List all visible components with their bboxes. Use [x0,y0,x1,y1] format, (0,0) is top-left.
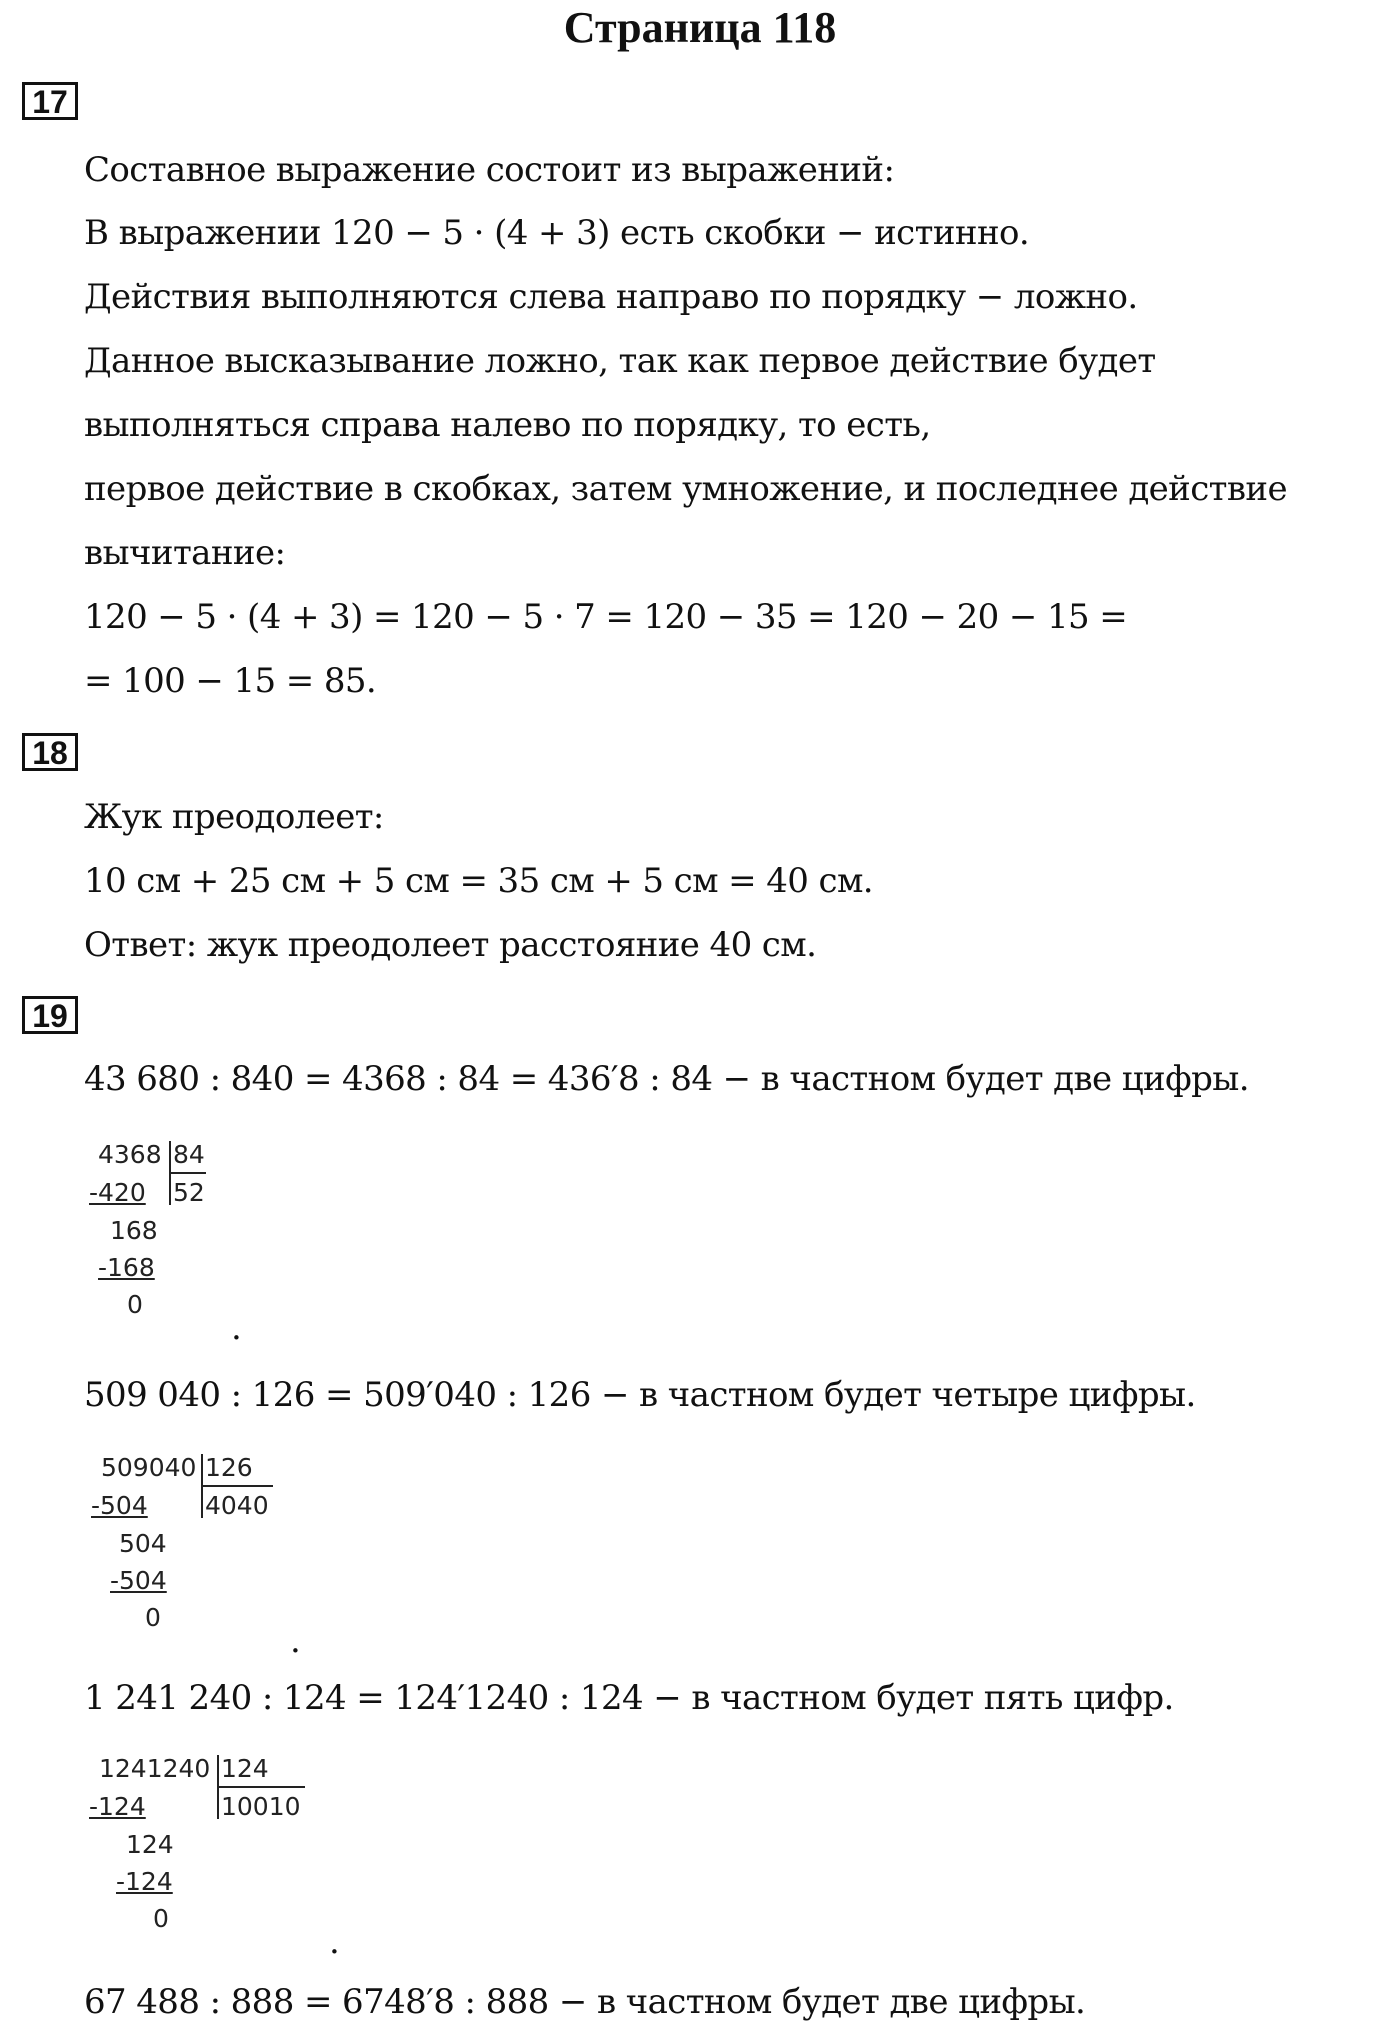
divisor: 126 [205,1453,253,1482]
subtrahend: -504 [91,1491,148,1520]
subtrahend: -124 [116,1867,173,1896]
period-mark: . [290,1621,301,1661]
subtrahend: -420 [89,1178,146,1207]
remainder: 168 [110,1216,158,1245]
text-line: Данное высказывание ложно, так как первое действие будет [84,341,1156,381]
text-line: Жук преодолеет: [84,797,384,837]
period-mark: . [329,1922,340,1962]
equation-line: 509 040 : 126 = 509′040 : 126 − в частном будет четыре цифры. [84,1375,1196,1415]
remainder: 0 [153,1904,169,1933]
division-horizontal-line [219,1786,305,1788]
period-mark: . [231,1308,242,1348]
remainder: 124 [126,1830,174,1859]
divisor: 84 [173,1140,205,1169]
equation-line: = 100 − 15 = 85. [84,661,377,701]
task-number-19: 19 [22,996,78,1034]
task-number-18: 18 [22,733,78,771]
division-horizontal-line [203,1485,273,1487]
division-horizontal-line [171,1172,206,1174]
equation-line: 10 см + 25 см + 5 см = 35 см + 5 см = 40 см. [84,861,874,901]
text-line: первое действие в скобках, затем умножение, и последнее действие [84,469,1288,509]
task-number-17: 17 [22,82,78,120]
divisor: 124 [221,1754,269,1783]
remainder: 0 [127,1290,143,1319]
text-line: выполняться справа налево по порядку, то есть, [84,405,931,445]
subtrahend: -504 [110,1566,167,1595]
text-line: Действия выполняются слева направо по порядку − ложно. [84,277,1138,317]
equation-line: 67 488 : 888 = 6748′8 : 888 − в частном будет две цифры. [84,1982,1086,2022]
equation-line: 1 241 240 : 124 = 124′1240 : 124 − в частном будет пять цифр. [84,1678,1174,1718]
text-line: В выражении 120 − 5 · (4 + 3) есть скобки − истинно. [84,213,1030,253]
page-title: Страница 118 [563,3,837,52]
dividend: 509040 [101,1453,197,1482]
text-line: вычитание: [84,533,286,573]
subtrahend: -168 [98,1253,155,1282]
subtrahend: -124 [89,1792,146,1821]
remainder: 0 [145,1603,161,1632]
text-line: Составное выражение состоит из выражений: [84,150,895,190]
equation-line: 43 680 : 840 = 4368 : 84 = 436′8 : 84 − в частном будет две цифры. [84,1059,1249,1099]
dividend: 1241240 [99,1754,211,1783]
quotient: 4040 [205,1491,269,1520]
quotient: 52 [173,1178,205,1207]
remainder: 504 [119,1529,167,1558]
dividend: 4368 [98,1140,162,1169]
equation-line: 120 − 5 · (4 + 3) = 120 − 5 · 7 = 120 − 35 = 120 − 20 − 15 = [84,597,1128,637]
quotient: 10010 [221,1792,301,1821]
answer-line: Ответ: жук преодолеет расстояние 40 см. [84,925,817,965]
